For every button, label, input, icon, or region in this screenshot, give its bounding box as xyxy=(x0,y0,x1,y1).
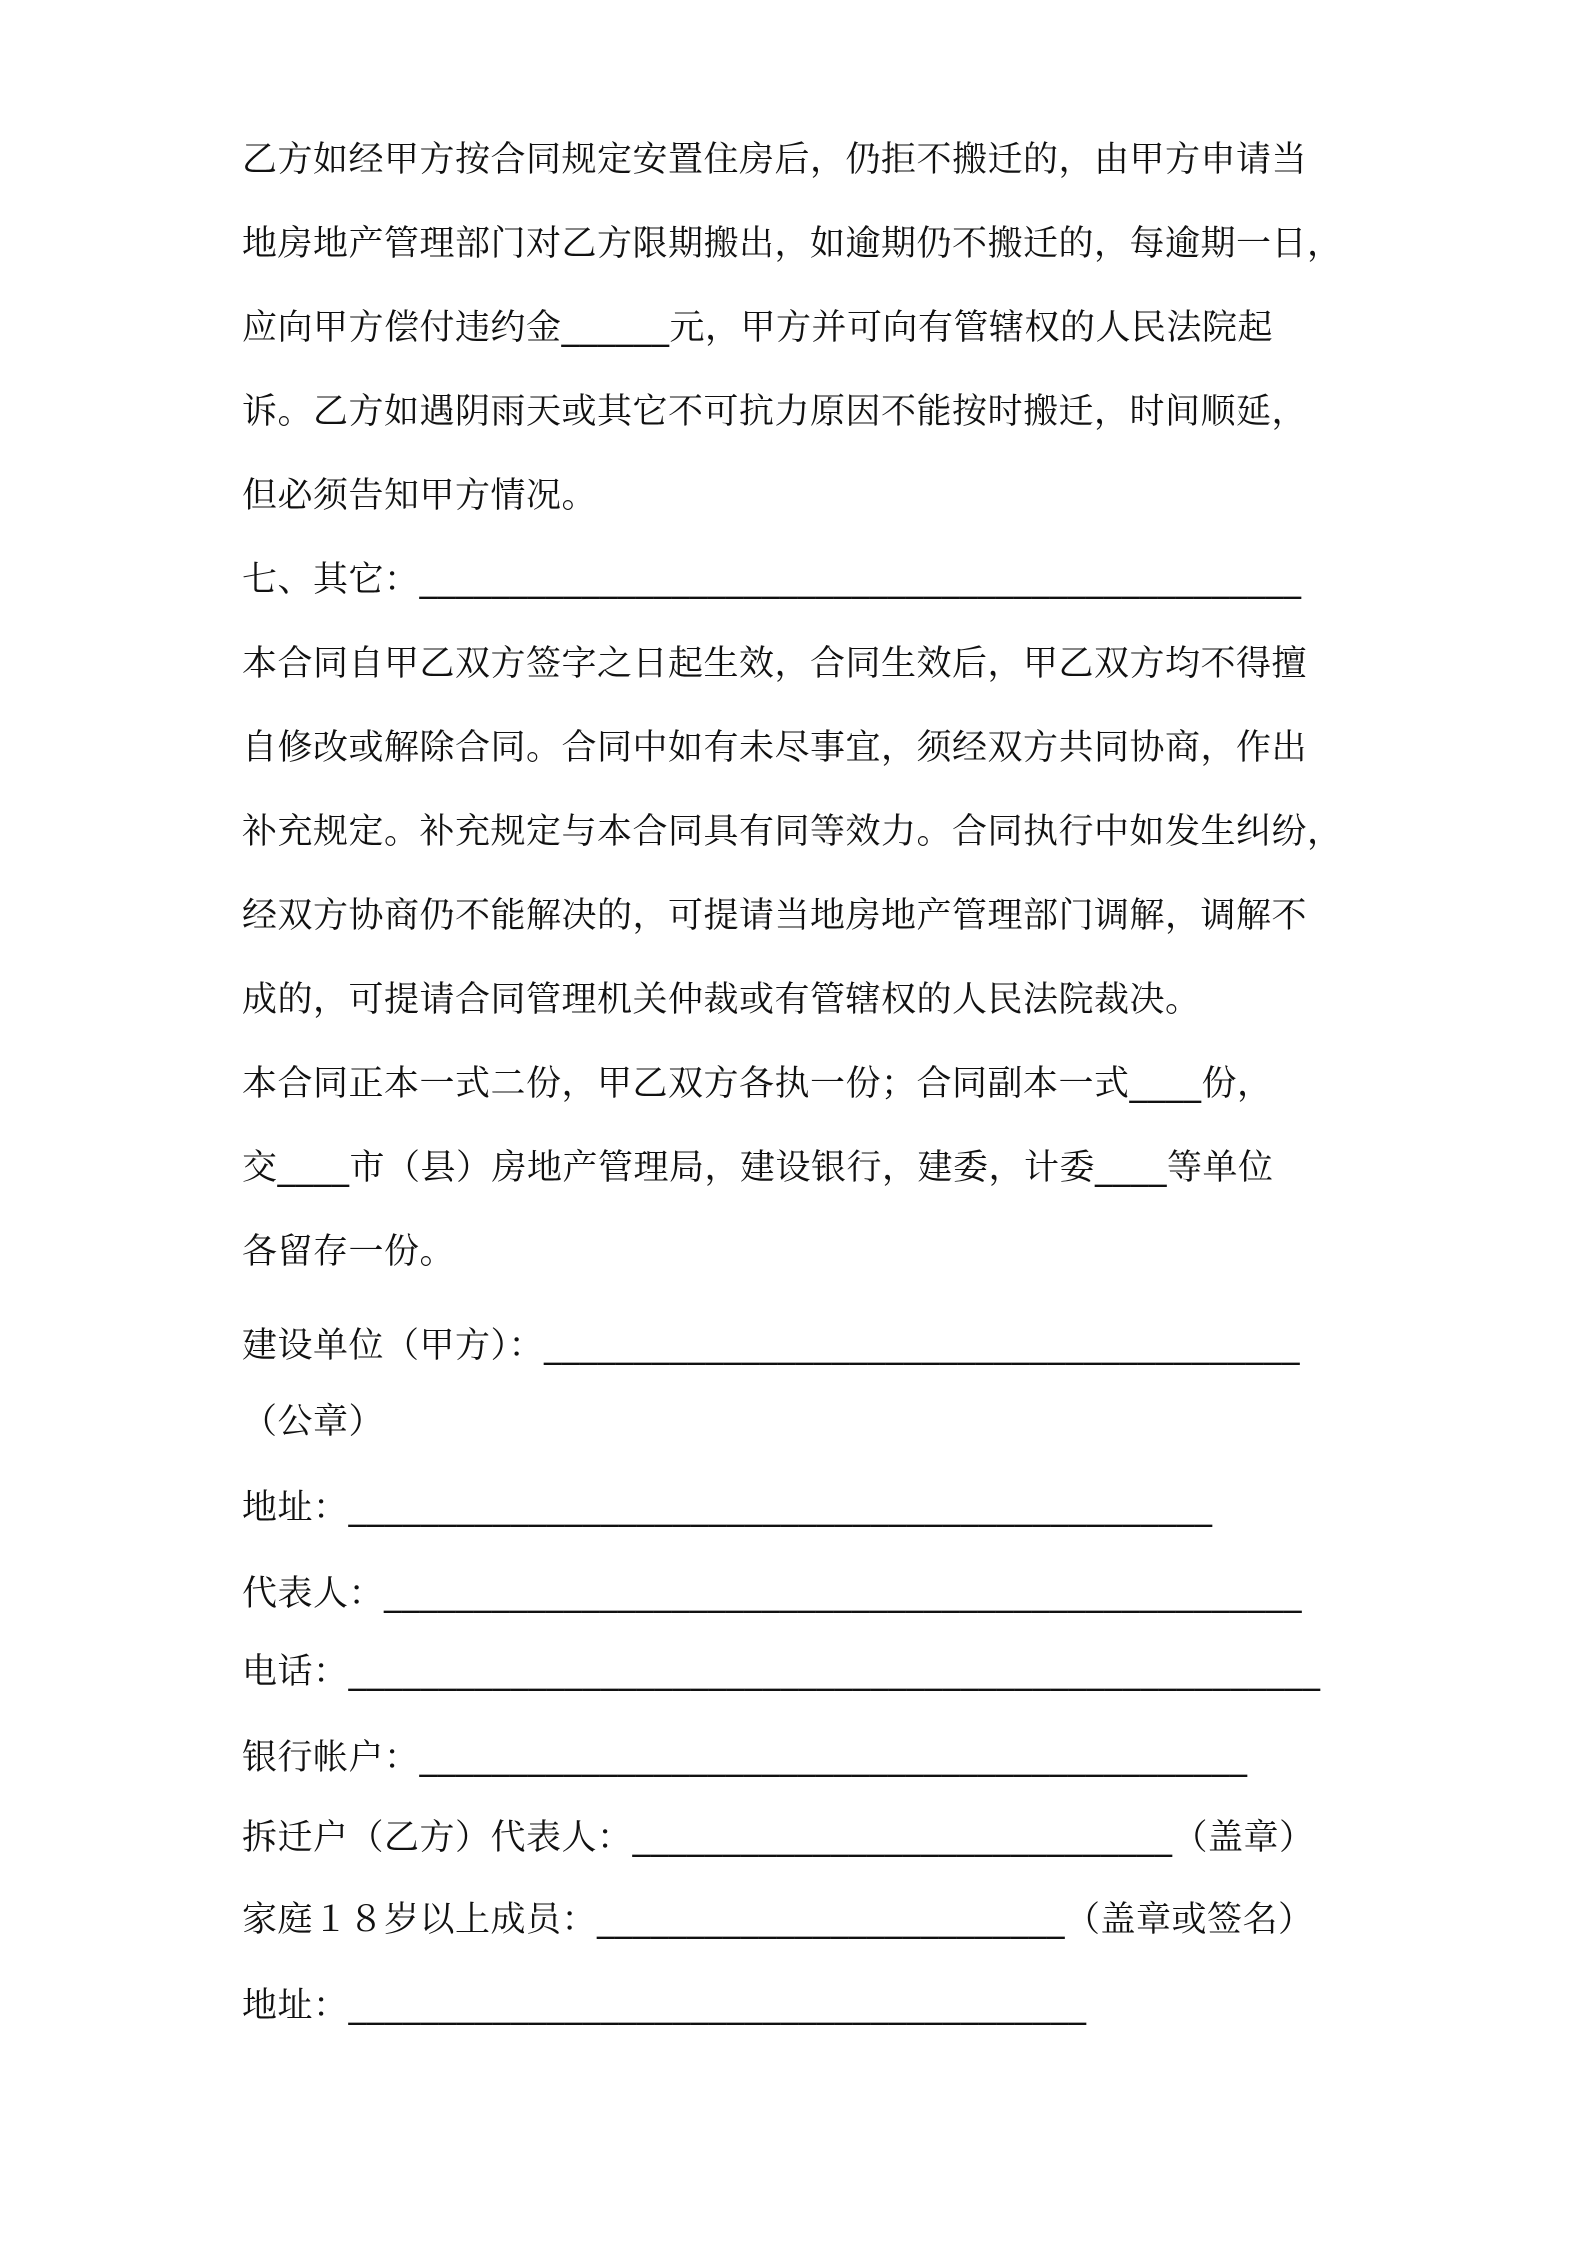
effect-clause-line-3: 补充规定。补充规定与本合同具有同等效力。合同执行中如发生纠纷， xyxy=(242,812,1343,852)
effect-clause-line-1: 本合同自甲乙双方签字之日起生效，合同生效后，甲乙双方均不得擅 xyxy=(242,644,1308,684)
section-six-line-2: 地房地产管理部门对乙方限期搬出，如逾期仍不搬迁的，每逾期一日， xyxy=(242,224,1343,264)
section-six-line-1: 乙方如经甲方按合同规定安置住房后，仍拒不搬迁的，由甲方申请当 xyxy=(242,140,1308,180)
section-six-line-3: 应向甲方偿付违约金______元，甲方并可向有管辖权的人民法院起 xyxy=(242,308,1274,348)
party-a-bank-account-field: 银行帐户：______________________________________________ xyxy=(242,1738,1248,1778)
effect-clause-line-2: 自修改或解除合同。合同中如有未尽事宜，须经双方共同协商，作出 xyxy=(242,728,1308,768)
party-b-representative-field: 拆迁户（乙方）代表人：______________________________（盖章） xyxy=(242,1818,1315,1858)
party-b-address-field: 地址：_________________________________________ xyxy=(242,1986,1087,2026)
section-six-line-5: 但必须告知甲方情况。 xyxy=(242,476,598,516)
copies-clause-line-2: 交____市（县）房地产管理局，建设银行，建委，计委____等单位 xyxy=(242,1148,1274,1188)
party-a-seal-label: （公章） xyxy=(242,1402,385,1442)
party-a-phone-field: 电话：______________________________________________________ xyxy=(242,1652,1321,1692)
copies-clause-line-3: 各留存一份。 xyxy=(242,1232,456,1272)
party-b-family-members-field: 家庭１８岁以上成员：__________________________（盖章或签名） xyxy=(242,1900,1314,1940)
copies-clause-line-1: 本合同正本一式二份，甲乙双方各执一份；合同副本一式____份， xyxy=(242,1064,1273,1104)
section-seven-heading: 七、其它：_________________________________________________ xyxy=(242,560,1302,600)
section-six-line-4: 诉。乙方如遇阴雨天或其它不可抗力原因不能按时搬迁，时间顺延， xyxy=(242,392,1308,432)
effect-clause-line-4: 经双方协商仍不能解决的，可提请当地房地产管理部门调解，调解不 xyxy=(242,896,1308,936)
party-a-address-field: 地址：________________________________________________ xyxy=(242,1488,1213,1528)
party-a-unit-field: 建设单位（甲方）：__________________________________________ xyxy=(242,1326,1301,1366)
party-a-representative-field: 代表人：___________________________________________________ xyxy=(242,1574,1303,1614)
effect-clause-line-5: 成的，可提请合同管理机关仲裁或有管辖权的人民法院裁决。 xyxy=(242,980,1201,1020)
